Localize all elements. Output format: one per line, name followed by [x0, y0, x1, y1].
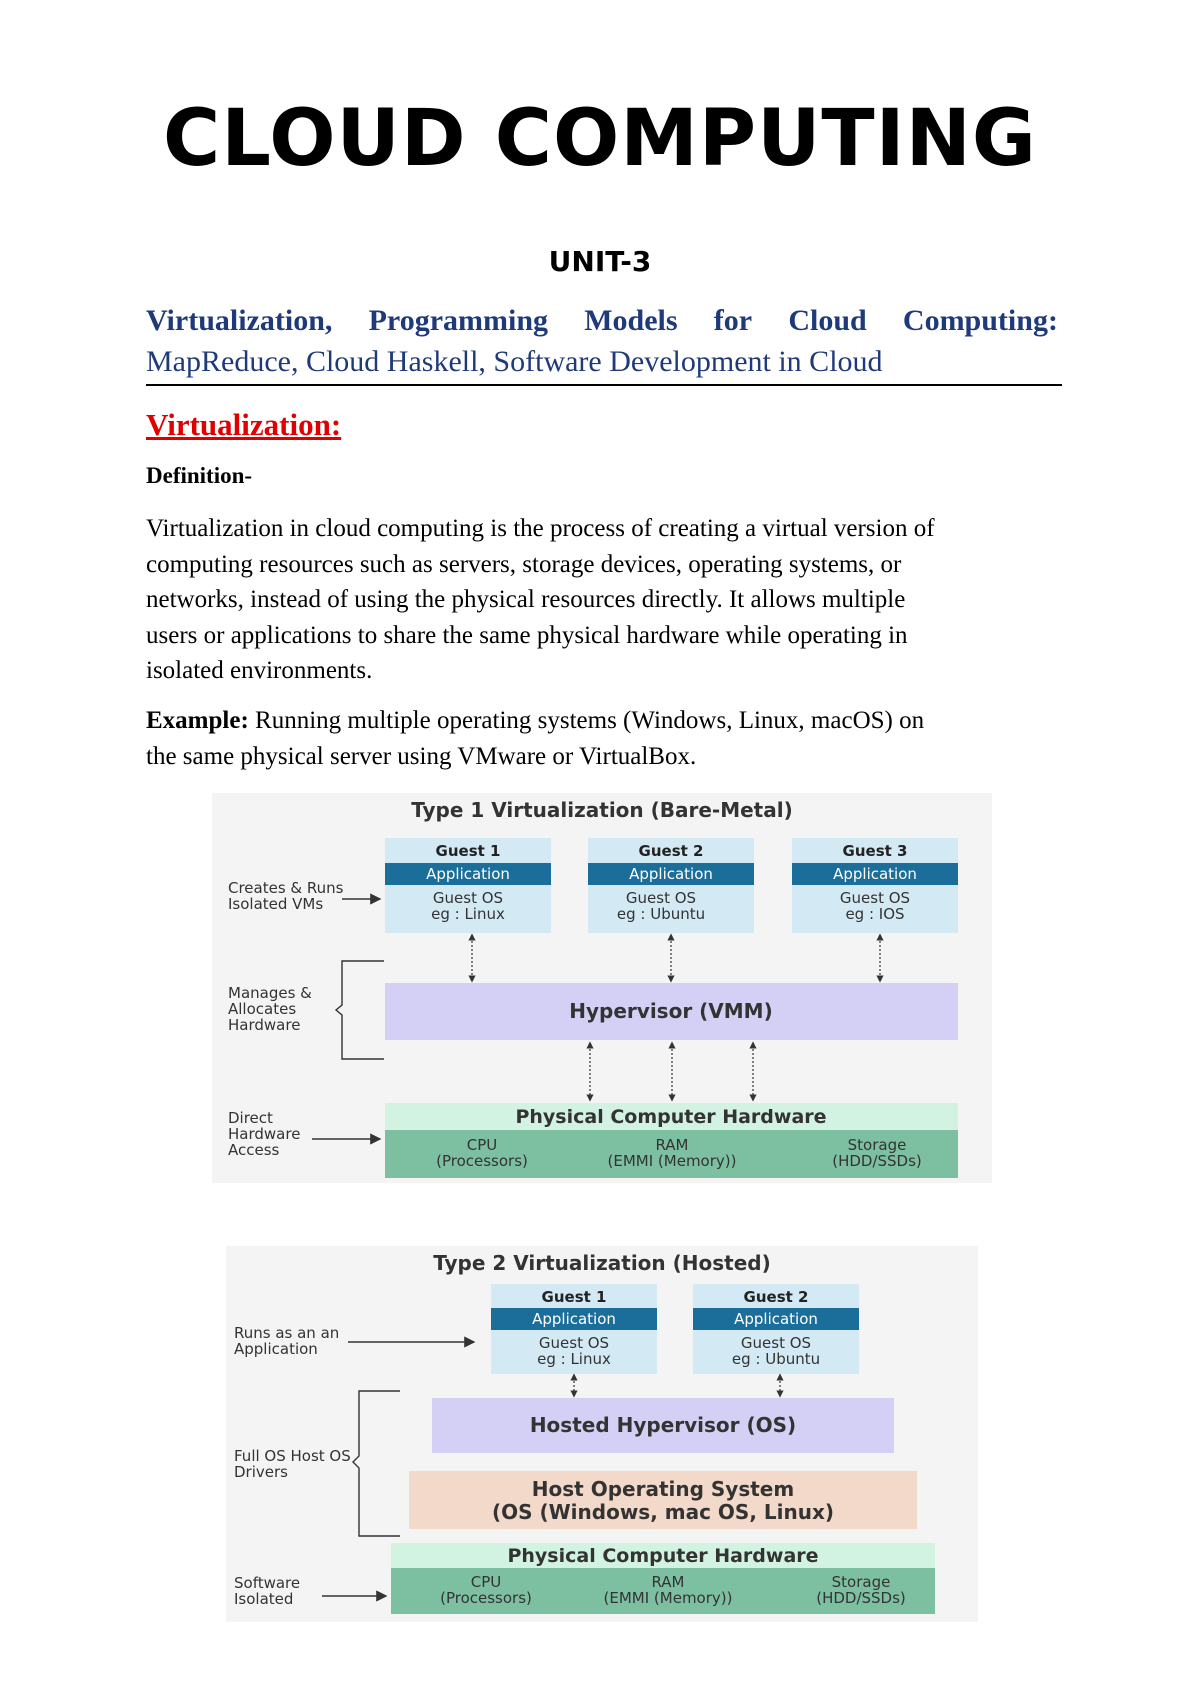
label-direct: Access [228, 1141, 280, 1159]
example-line: the same physical server using VMware or VirtualBox. [146, 742, 697, 770]
hardware-cpu: CPU [466, 1136, 498, 1154]
guest-os-example: eg : Linux [537, 1350, 611, 1368]
hardware-cpu: CPU [470, 1573, 502, 1591]
host-os-title: Host Operating System [531, 1477, 795, 1501]
example-label: Example: [146, 707, 249, 734]
guest-os-example: eg : Linux [431, 905, 505, 923]
label-direct: Hardware [228, 1125, 301, 1143]
definition-line: users or applications to share the same physical hardware while operating in [146, 621, 908, 649]
example-paragraph [146, 703, 1046, 774]
document-title: CLOUD COMPUTING [163, 94, 1037, 184]
type1-diagram [212, 793, 992, 1183]
label-software: Software [234, 1574, 301, 1592]
guest-os: Guest OS [625, 889, 697, 907]
label-software: Isolated [234, 1590, 294, 1608]
hardware-ram: RAM [651, 1573, 685, 1591]
application-label: Application [629, 865, 713, 883]
topic-word: Computing: [902, 304, 1058, 337]
application-label: Application [532, 1310, 616, 1328]
guest-box [385, 838, 551, 933]
definition-label: Definition- [146, 463, 253, 488]
hardware-cpu-sub: (Processors) [436, 1152, 528, 1170]
guest-os: Guest OS [740, 1334, 812, 1352]
definition-line: isolated environments. [146, 657, 373, 684]
host-os-examples: (OS (Windows, mac OS, Linux) [491, 1500, 835, 1524]
topic-word: Cloud [788, 304, 867, 337]
hypervisor-label: Hypervisor (VMM) [569, 999, 773, 1023]
type2-title: Type 2 Virtualization (Hosted) [433, 1251, 771, 1275]
application-label: Application [833, 865, 917, 883]
hardware-storage-sub: (HDD/SSDs) [816, 1589, 906, 1607]
guest-box [693, 1284, 859, 1374]
definition-paragraph [146, 511, 1046, 689]
label-runs: Application [234, 1340, 318, 1358]
guest-box [588, 838, 754, 933]
application-label: Application [734, 1310, 818, 1328]
hardware-ram: RAM [655, 1136, 689, 1154]
label-runs: Runs as an an [234, 1324, 340, 1342]
header-divider [146, 384, 1062, 386]
application-label: Application [426, 865, 510, 883]
guest-box [792, 838, 958, 933]
hardware-ram-sub: (EMMI (Memory)) [603, 1589, 733, 1607]
guest-os-example: eg : Ubuntu [731, 1350, 821, 1368]
topic-word: Virtualization, [146, 304, 333, 337]
topics-line-2: MapReduce, Cloud Haskell, Software Development in Cloud [146, 345, 883, 378]
hardware-title: Physical Computer Hardware [507, 1545, 819, 1567]
definition-line: networks, instead of using the physical resources directly. It allows multiple [146, 586, 906, 613]
guest-os-example: eg : Ubuntu [616, 905, 706, 923]
hardware-storage: Storage [847, 1136, 907, 1154]
topic-word: Models [584, 304, 678, 337]
guest-os-example: eg : IOS [845, 905, 905, 923]
guest-name: Guest 2 [638, 842, 704, 860]
definition-line: computing resources such as servers, storage devices, operating systems, or [146, 550, 902, 578]
label-direct: Direct [228, 1109, 273, 1127]
guest-box [491, 1284, 657, 1374]
guest-name: Guest 1 [541, 1288, 607, 1306]
guest-os: Guest OS [538, 1334, 610, 1352]
unit-heading: UNIT-3 [548, 245, 652, 278]
type2-diagram [226, 1246, 978, 1622]
example-line: Running multiple operating systems (Windows, Linux, macOS) on [248, 707, 925, 734]
hardware-storage-sub: (HDD/SSDs) [832, 1152, 922, 1170]
guest-name: Guest 1 [435, 842, 501, 860]
topics-line-1 [146, 304, 1058, 338]
label-fullos: Full OS Host OS [234, 1447, 351, 1465]
label-manages: Allocates [228, 1000, 297, 1018]
guest-name: Guest 2 [743, 1288, 809, 1306]
hardware-title: Physical Computer Hardware [515, 1106, 827, 1128]
hardware-ram-sub: (EMMI (Memory)) [607, 1152, 737, 1170]
label-manages: Hardware [228, 1016, 301, 1034]
hosted-hypervisor-label: Hosted Hypervisor (OS) [529, 1413, 797, 1437]
type1-title: Type 1 Virtualization (Bare-Metal) [411, 798, 793, 822]
label-creates: Creates & Runs [228, 879, 344, 897]
hardware-storage: Storage [831, 1573, 891, 1591]
label-creates: Isolated VMs [228, 895, 324, 913]
section-heading: Virtualization: [146, 407, 342, 442]
topic-word: Programming [368, 304, 549, 337]
guest-os: Guest OS [839, 889, 911, 907]
definition-line: Virtualization in cloud computing is the process of creating a virtual version of [146, 515, 935, 542]
label-fullos: Drivers [234, 1463, 288, 1481]
topic-word: for [713, 304, 753, 337]
label-manages: Manages & [228, 984, 312, 1002]
guest-name: Guest 3 [842, 842, 908, 860]
guest-os: Guest OS [432, 889, 504, 907]
hardware-cpu-sub: (Processors) [440, 1589, 532, 1607]
